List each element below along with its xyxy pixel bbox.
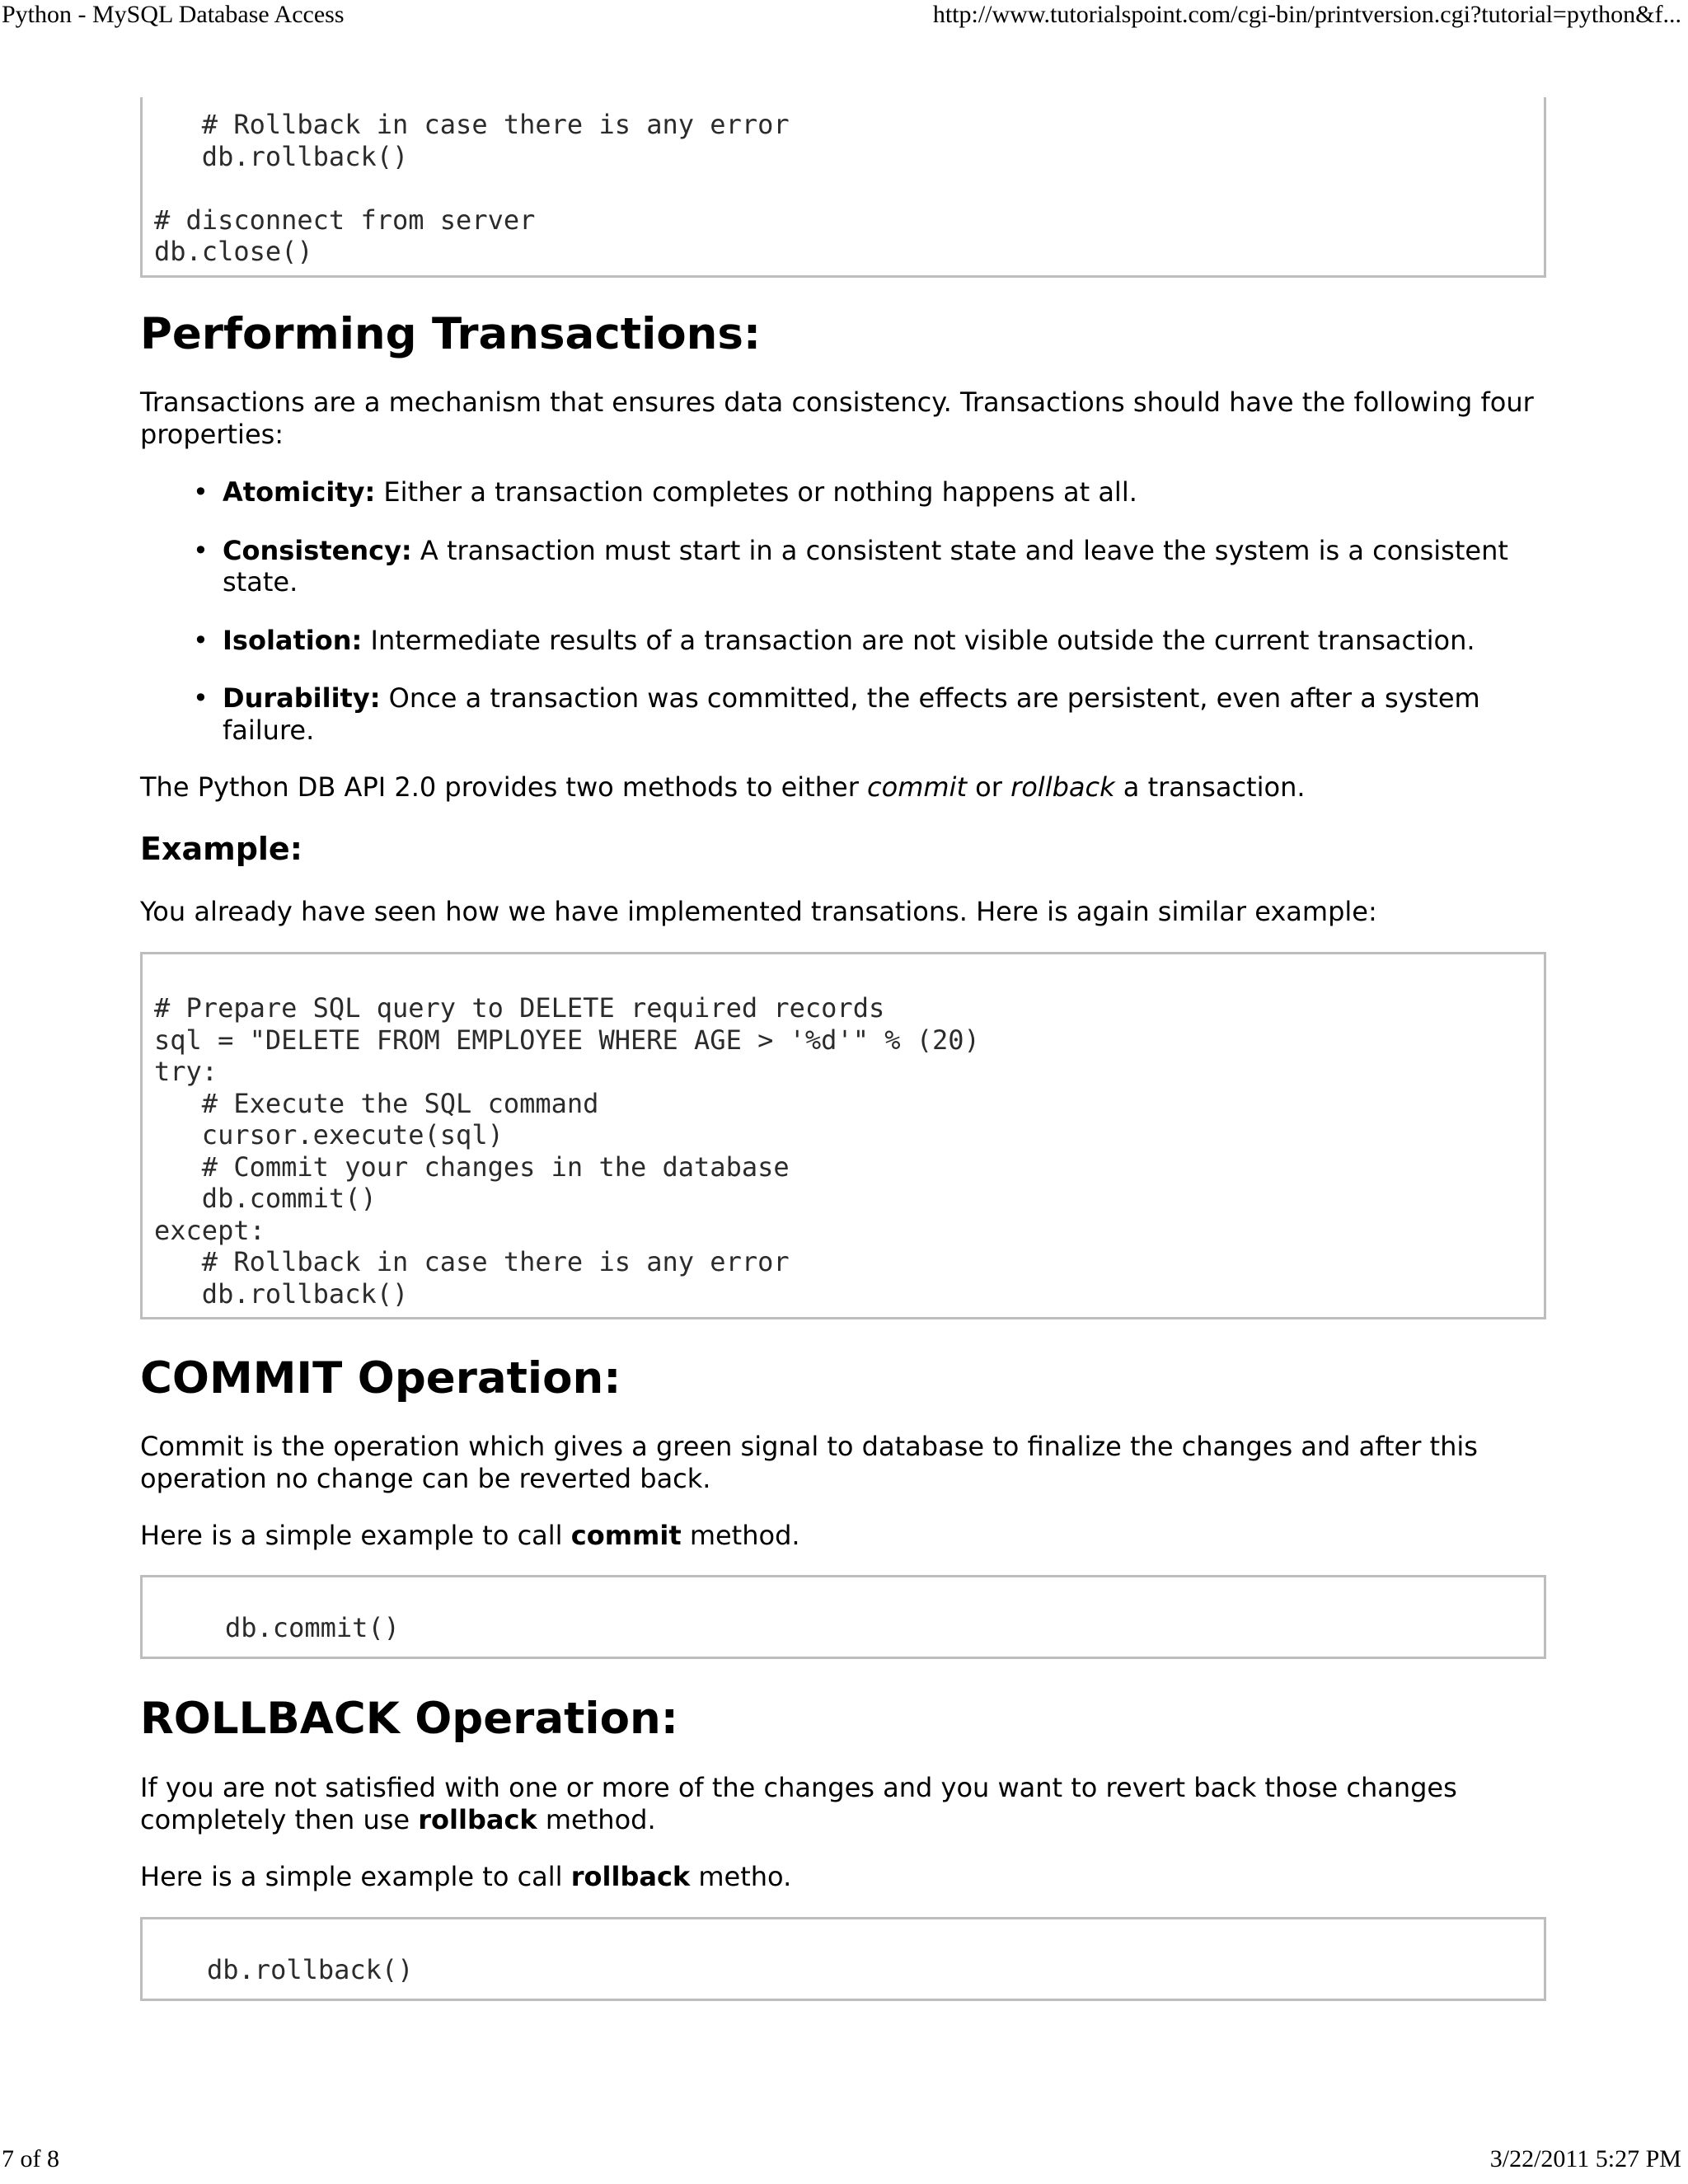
bullet-icon: • xyxy=(193,534,209,566)
code-rollback-text: db.rollback() xyxy=(207,1954,414,1985)
heading-commit-operation: COMMIT Operation: xyxy=(140,1353,621,1404)
code-block-rollback xyxy=(140,1917,1546,2001)
property-desc: Intermediate results of a transaction are not visible outside the current transaction. xyxy=(362,624,1475,656)
list-item xyxy=(190,476,1508,509)
property-term: Durability: xyxy=(223,682,381,714)
heading-performing-transactions: Performing Transactions: xyxy=(140,309,762,359)
api-or: or xyxy=(966,771,1011,803)
commit-description: Commit is the operation which gives a green signal to database to finalize the changes and after this operation no change can be reverted back. xyxy=(140,1431,1478,1494)
commit-example-before: Here is a simple example to call xyxy=(140,1520,571,1551)
property-term: Atomicity: xyxy=(223,476,376,508)
heading-rollback-operation: ROLLBACK Operation: xyxy=(140,1694,678,1744)
code-block-top xyxy=(140,97,1546,278)
api-text-before: The Python DB API 2.0 provides two methods to either xyxy=(140,771,868,803)
heading-example: Example: xyxy=(140,831,302,867)
code-commit-text: db.commit() xyxy=(225,1612,400,1643)
property-desc: Once a transaction was committed, the effects are persistent, even after a system failure. xyxy=(223,682,1480,746)
print-header-title: Python - MySQL Database Access xyxy=(2,1,345,28)
list-item xyxy=(190,535,1508,598)
transactions-intro: Transactions are a mechanism that ensures data consistency. Transactions should have the following four properties: xyxy=(140,387,1534,450)
rollback-text-bold: rollback xyxy=(418,1803,537,1835)
rollback-example-after: metho. xyxy=(690,1861,792,1892)
commit-example-bold: commit xyxy=(570,1520,682,1551)
example-text: You already have seen how we have implemented transations. Here is again similar example: xyxy=(140,896,1377,927)
property-term: Consistency: xyxy=(223,534,412,566)
rollback-description xyxy=(140,1772,1546,1835)
list-item xyxy=(190,682,1508,746)
print-header-url: http://www.tutorialspoint.com/cgi-bin/printversion.cgi?tutorial=python&f... xyxy=(932,1,1681,28)
page-number: 7 of 8 xyxy=(2,2145,59,2172)
bullet-icon: • xyxy=(193,624,209,656)
property-desc: A transaction must start in a consistent state and leave the system is a consistent state. xyxy=(223,534,1508,598)
rollback-example-before: Here is a simple example to call xyxy=(140,1861,571,1892)
list-item xyxy=(190,625,1508,657)
api-text-after: a transaction. xyxy=(1114,771,1306,803)
commit-example-after: method. xyxy=(681,1520,800,1551)
code-block-example xyxy=(140,952,1546,1319)
property-desc: Either a transaction completes or nothing happens at all. xyxy=(375,476,1137,508)
bullet-icon: • xyxy=(193,682,209,714)
bullet-icon: • xyxy=(193,476,209,508)
rollback-text-before: If you are not satisfied with one or more of the changes and you want to revert back those changes completely then use xyxy=(140,1772,1457,1835)
code-block-commit xyxy=(140,1575,1546,1659)
property-term: Isolation: xyxy=(223,624,363,656)
api-rollback-term: rollback xyxy=(1010,771,1115,803)
code-example-text: # Prepare SQL query to DELETE required records sql = "DELETE FROM EMPLOYEE WHERE AGE > '%d'" % (20) try: # Execute the SQL command cursor.execute(sql) # Commit your changes in the database db.commit() except: # Rollback in case there is any error db.rollback() xyxy=(154,992,980,1310)
rollback-text-after: method. xyxy=(537,1803,656,1835)
transaction-properties-list xyxy=(190,476,1508,772)
print-datetime: 3/22/2011 5:27 PM xyxy=(1489,2145,1681,2172)
commit-example-text xyxy=(140,1520,1546,1552)
api-methods-text xyxy=(140,771,1546,804)
rollback-example-bold: rollback xyxy=(570,1861,691,1892)
api-commit-term: commit xyxy=(867,771,967,803)
rollback-example-text xyxy=(140,1861,1546,1893)
code-top-text: # Rollback in case there is any error db.rollback() # disconnect from server db.close() xyxy=(154,109,790,267)
